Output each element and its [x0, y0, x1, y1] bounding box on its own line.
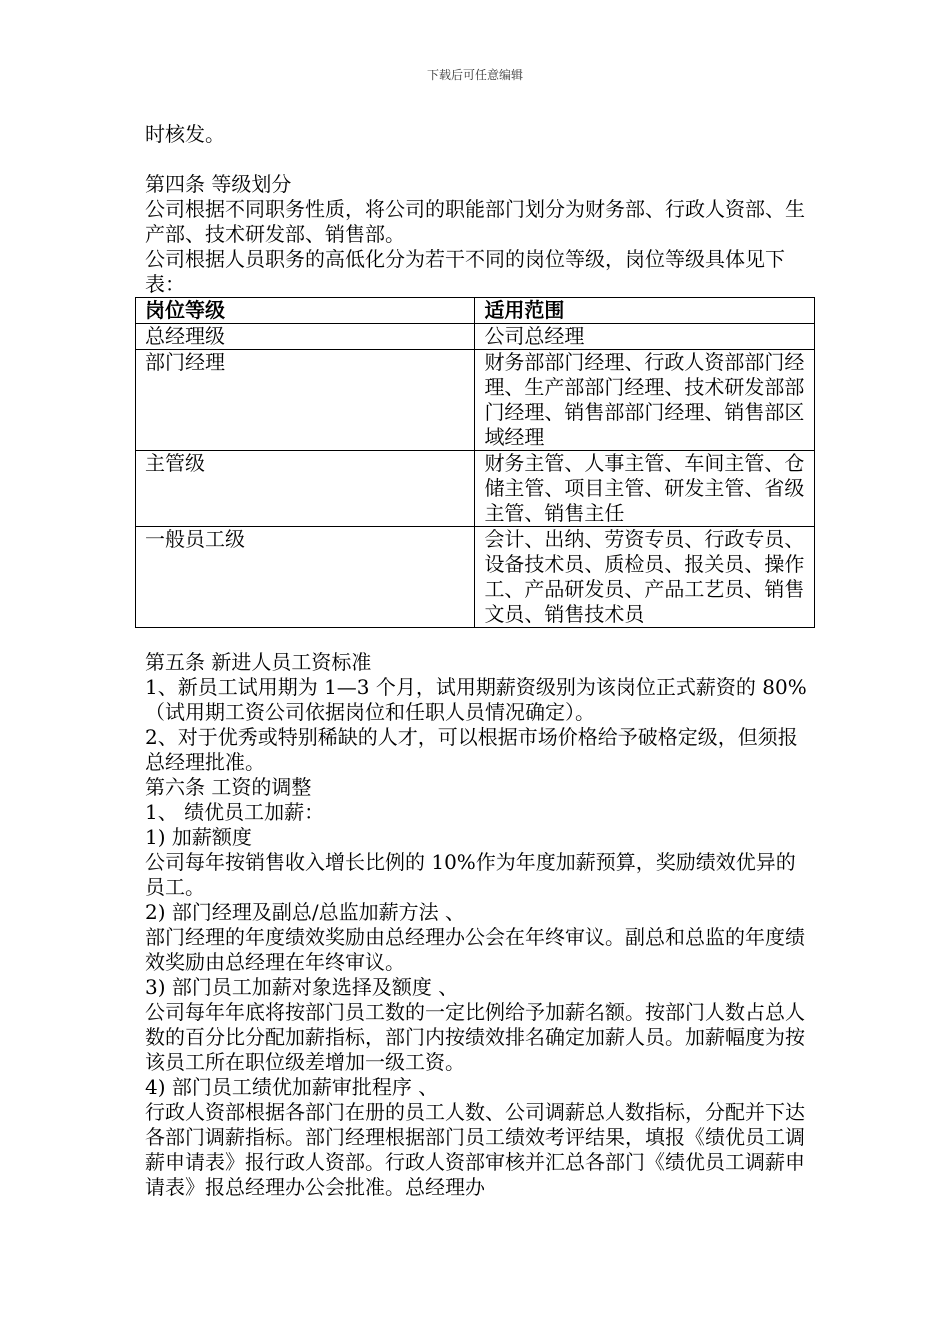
article6-point-4-text: 行政人资部根据各部门在册的员工人数、公司调薪总人数指标，分配并下达各部门调薪指标。部门经理根据部门员工绩效考评结果，填报《绩优员工调薪申请表》报行政人资部。行政人资部审核并汇总各部门《绩优员工调薪申请表》报总经理办公会批准。总经理办 — [145, 1100, 805, 1199]
table-row — [136, 324, 815, 350]
table-cell-grade: 主管级 — [136, 451, 475, 527]
article6-point-1-title: 1) 加薪额度 — [145, 825, 252, 849]
table-cell-scope: 财务主管、人事主管、车间主管、仓储主管、项目主管、研发主管、省级主管、销售主任 — [475, 451, 815, 527]
article4-paragraph-1: 公司根据不同职务性质，将公司的职能部门划分为财务部、行政人资部、生产部、技术研发部、销售部。 — [145, 197, 805, 246]
article6-subsection-1: 1、 绩优员工加薪： — [145, 800, 325, 824]
article6-point-4-title: 4) 部门员工绩优加薪审批程序 、 — [145, 1075, 439, 1099]
page-header-note: 下载后可任意编辑 — [426, 68, 523, 82]
article6-point-2-title: 2) 部门经理及副总/总监加薪方法 、 — [145, 900, 465, 924]
position-grade-table — [135, 297, 815, 628]
table-cell-grade: 部门经理 — [136, 350, 475, 451]
table-header-scope: 适用范围 — [475, 298, 815, 324]
article6-point-3-text: 公司每年年底将按部门员工数的一定比例给予加薪名额。按部门人数占总人数的百分比分配加薪指标，部门内按绩效排名确定加薪人员。加薪幅度为按该员工所在职位级差增加一级工资。 — [145, 1000, 805, 1074]
table-row — [136, 451, 815, 527]
table-cell-grade: 一般员工级 — [136, 527, 475, 628]
document-body — [145, 122, 810, 1200]
spacer — [145, 147, 810, 172]
article6-point-1-text: 公司每年按销售收入增长比例的 10%作为年度加薪预算，奖励绩效优异的员工。 — [145, 850, 796, 899]
article6-title: 第六条 工资的调整 — [145, 775, 312, 799]
table-cell-scope: 财务部部门经理、行政人资部部门经理、生产部部门经理、技术研发部部门经理、销售部部门经理、销售部区域经理 — [475, 350, 815, 451]
table-row — [136, 527, 815, 628]
table-row — [136, 350, 815, 451]
article5-item-2: 2、对于优秀或特别稀缺的人才，可以根据市场价格给予破格定级，但须报总经理批准。 — [145, 725, 798, 774]
article6-point-2-text: 部门经理的年度绩效奖励由总经理办公会在年终审议。副总和总监的年度绩效奖励由总经理在年终审议。 — [145, 925, 805, 974]
table-header-row — [136, 298, 815, 324]
table-header-grade: 岗位等级 — [136, 298, 475, 324]
table-cell-scope: 公司总经理 — [475, 324, 815, 350]
article4-title: 第四条 等级划分 — [145, 172, 292, 196]
article5-item-1: 1、新员工试用期为 1—3 个月，试用期薪资级别为该岗位正式薪资的 80%（试用期工资公司依据岗位和任职人员情况确定）。 — [145, 675, 807, 724]
article6-point-3-title: 3) 部门员工加薪对象选择及额度 、 — [145, 975, 459, 999]
article4-paragraph-2: 公司根据人员职务的高低化分为若干不同的岗位等级，岗位等级具体见下表： — [145, 247, 785, 296]
spacer — [145, 628, 810, 650]
table-cell-scope: 会计、出纳、劳资专员、行政专员、设备技术员、质检员、报关员、操作工、产品研发员、产品工艺员、销售文员、销售技术员 — [475, 527, 815, 628]
article5-title: 第五条 新进人员工资标准 — [145, 650, 372, 674]
table-cell-grade: 总经理级 — [136, 324, 475, 350]
paragraph-continuation: 时核发。 — [145, 122, 225, 146]
